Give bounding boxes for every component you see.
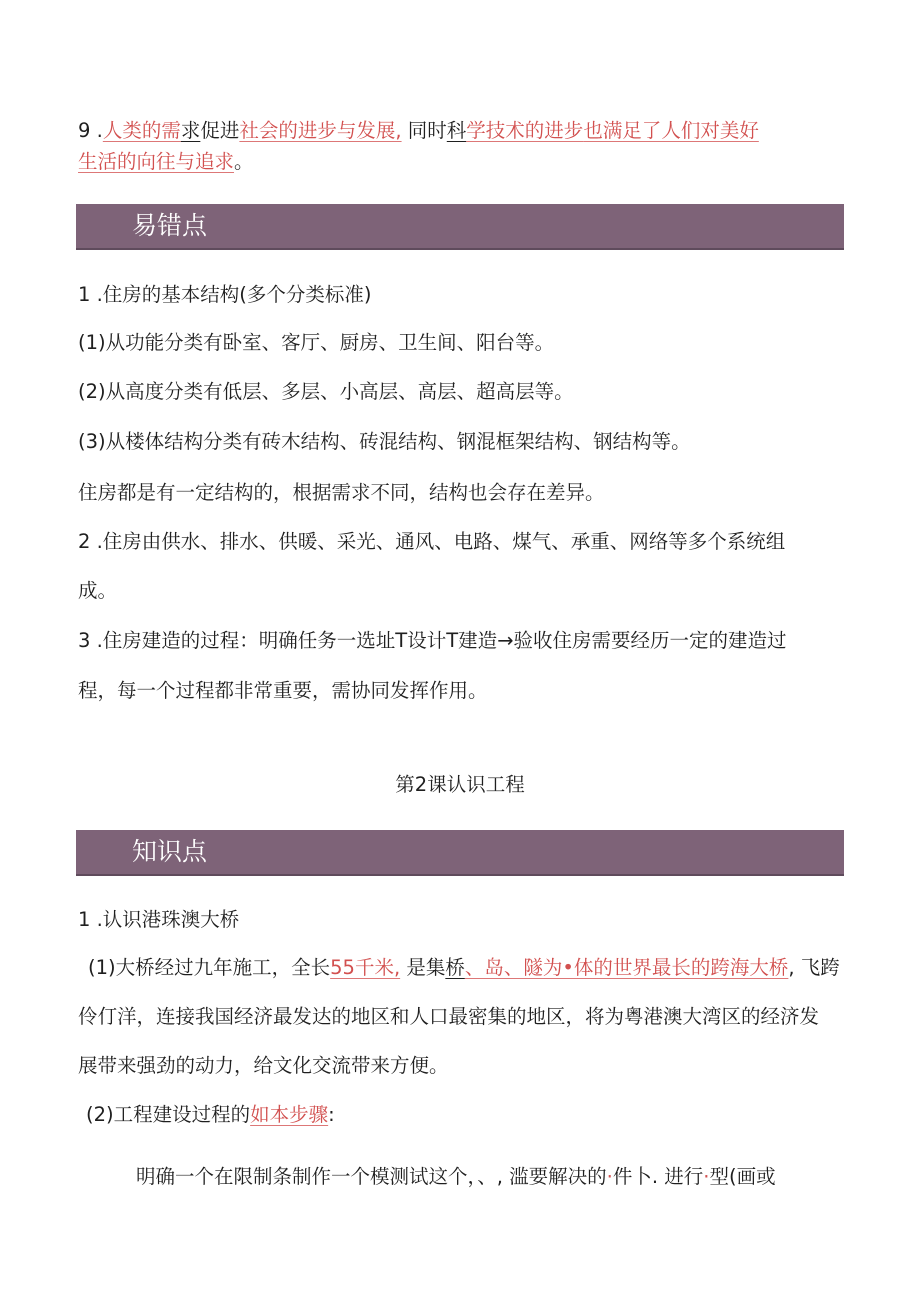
section-header-errors — [76, 204, 844, 250]
item-9-line2: 生活的向往与追求。 — [78, 150, 254, 173]
knowledge-sub1-line1: (1)大桥经过九年施工，全长55千米, 是集桥、岛、隧为•体的世界最长的跨海大桥, 飞跨 — [88, 956, 840, 979]
knowledge-item-1: 1 .认识港珠澳大桥 — [78, 908, 240, 931]
lesson-title: 第2课认识工程 — [395, 773, 525, 796]
knowledge-sub1-line2: 伶仃洋，连接我国经济最发达的地区和人口最密集的地区，将为粤港澳大湾区的经济发 — [78, 1005, 820, 1028]
error-line: (1)从功能分类有卧室、客厅、厨房、卫生间、阳台等。 — [78, 331, 555, 354]
section-title-errors: 易错点 — [132, 211, 208, 240]
error-line: (3)从楼体结构分类有砖木结构、砖混结构、钢混框架结构、钢结构等。 — [78, 430, 691, 453]
error-line: 住房都是有一定结构的，根据需求不同，结构也会存在差异。 — [78, 481, 605, 504]
item-9-number: 9 — [78, 119, 91, 142]
error-line: (2)从高度分类有低层、多层、小高层、高层、超高层等。 — [78, 380, 574, 403]
section-header-knowledge — [76, 830, 844, 876]
section-title-knowledge: 知识点 — [132, 837, 208, 866]
error-line: 程，每一个过程都非常重要，需协同发挥作用。 — [78, 679, 488, 702]
error-line: 3 .住房建造的过程：明确任务一选址T设计T建造→验收住房需要经历一定的建造过 — [78, 629, 787, 652]
error-line: 成。 — [78, 579, 118, 602]
knowledge-last-line: 明确一个在限制条制作一个模测试这个，、, 滥要解决的·件卜. 进行·型(画或 — [136, 1165, 776, 1188]
knowledge-sub1-line3: 展带来强劲的动力，给文化交流带来方便。 — [78, 1054, 449, 1077]
item-9-line1: 9 .人类的需求促进社会的进步与发展, 同时科学技术的进步也满足了人们对美好 — [78, 119, 759, 142]
error-line: 1 .住房的基本结构(多个分类标准) — [78, 283, 372, 306]
knowledge-sub2: (2)工程建设过程的如本步骤: — [86, 1103, 335, 1126]
error-line: 2 .住房由供水、排水、供暖、采光、通风、电路、煤气、承重、网络等多个系统组 — [78, 530, 786, 553]
